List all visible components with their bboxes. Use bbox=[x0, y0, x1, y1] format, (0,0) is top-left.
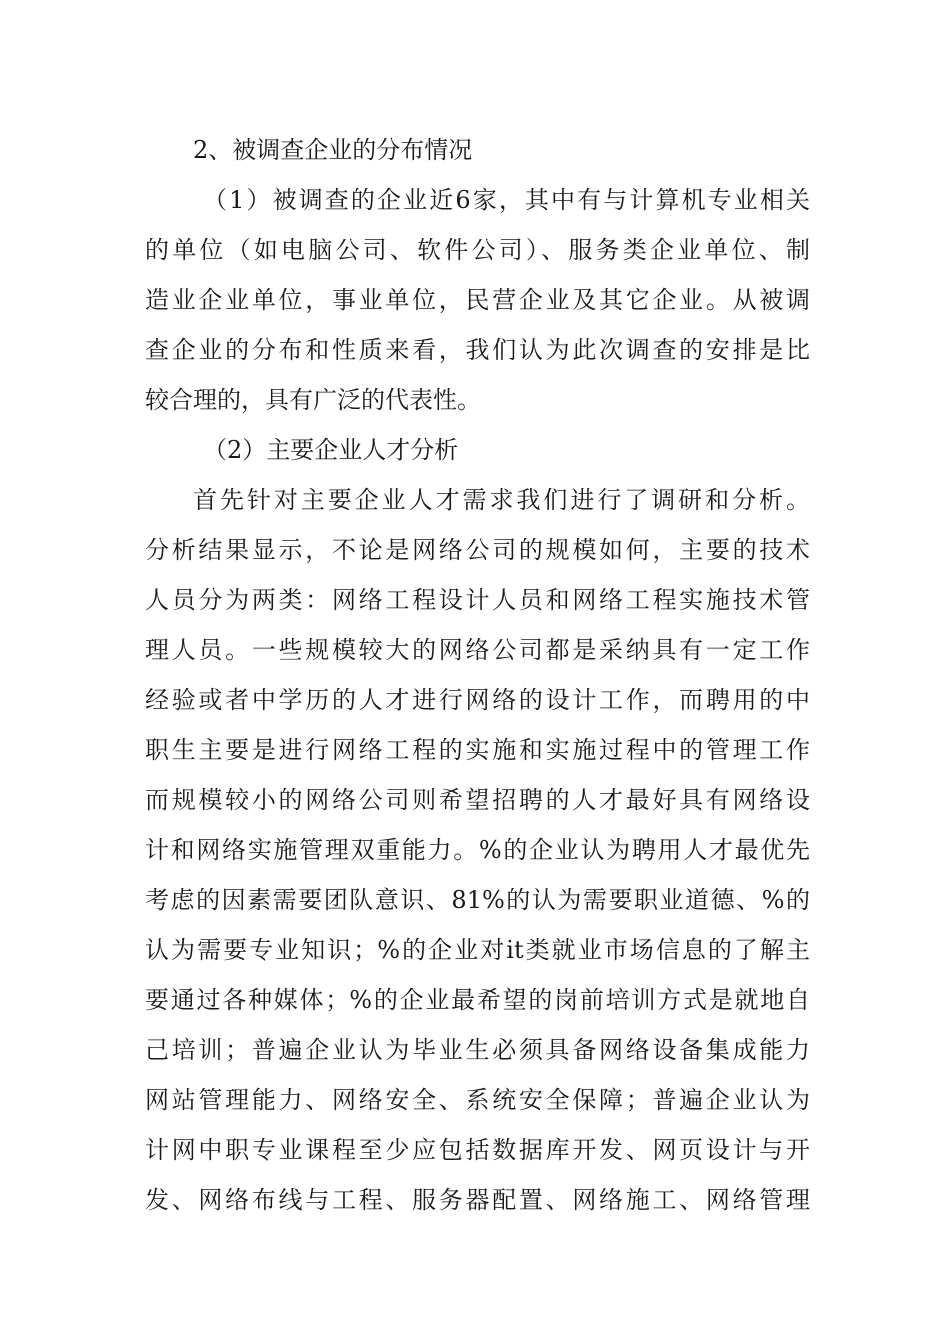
paragraph-line: 理人员。一些规模较大的网络公司都是采纳具有一定工作 bbox=[145, 636, 810, 664]
paragraph-line: 的单位（如电脑公司、软件公司）、服务类企业单位、制 bbox=[145, 236, 810, 264]
paragraph-line: 计网中职专业课程至少应包括数据库开发、网页设计与开 bbox=[145, 1136, 810, 1164]
paragraph-line: 而规模较小的网络公司则希望招聘的人才最好具有网络设 bbox=[145, 786, 810, 814]
paragraph-line: 职生主要是进行网络工程的实施和实施过程中的管理工作 bbox=[145, 736, 810, 764]
subsection-heading: （2）主要企业人才分析 bbox=[203, 436, 459, 464]
paragraph-line: 认为需要专业知识；%的企业对it类就业市场信息的了解主 bbox=[145, 936, 810, 964]
paragraph-line: 要通过各种媒体；%的企业最希望的岗前培训方式是就地自 bbox=[145, 986, 810, 1014]
paragraph-line: 人员分为两类：网络工程设计人员和网络工程实施技术管 bbox=[145, 586, 810, 614]
paragraph-line: 较合理的，具有广泛的代表性。 bbox=[145, 386, 481, 414]
paragraph-line: 经验或者中学历的人才进行网络的设计工作，而聘用的中 bbox=[145, 686, 810, 714]
paragraph-line: 造业企业单位，事业单位，民营企业及其它企业。从被调 bbox=[145, 286, 810, 314]
paragraph-line: 首先针对主要企业人才需求我们进行了调研和分析。 bbox=[193, 486, 810, 514]
paragraph-line: 查企业的分布和性质来看，我们认为此次调查的安排是比 bbox=[145, 336, 810, 364]
paragraph-line: 考虑的因素需要团队意识、81%的认为需要职业道德、%的 bbox=[145, 886, 810, 914]
section-heading: 2、被调查企业的分布情况 bbox=[193, 136, 473, 164]
paragraph-line: 发、网络布线与工程、服务器配置、网络施工、网络管理 bbox=[145, 1186, 810, 1214]
paragraph-line: 计和网络实施管理双重能力。%的企业认为聘用人才最优先 bbox=[145, 836, 810, 864]
paragraph-line: （1）被调查的企业近6家，其中有与计算机专业相关 bbox=[203, 186, 810, 214]
paragraph-line: 网站管理能力、网络安全、系统安全保障；普遍企业认为 bbox=[145, 1086, 810, 1114]
paragraph-line: 分析结果显示，不论是网络公司的规模如何，主要的技术 bbox=[145, 536, 810, 564]
paragraph-line: 己培训；普遍企业认为毕业生必须具备网络设备集成能力 bbox=[145, 1036, 810, 1064]
